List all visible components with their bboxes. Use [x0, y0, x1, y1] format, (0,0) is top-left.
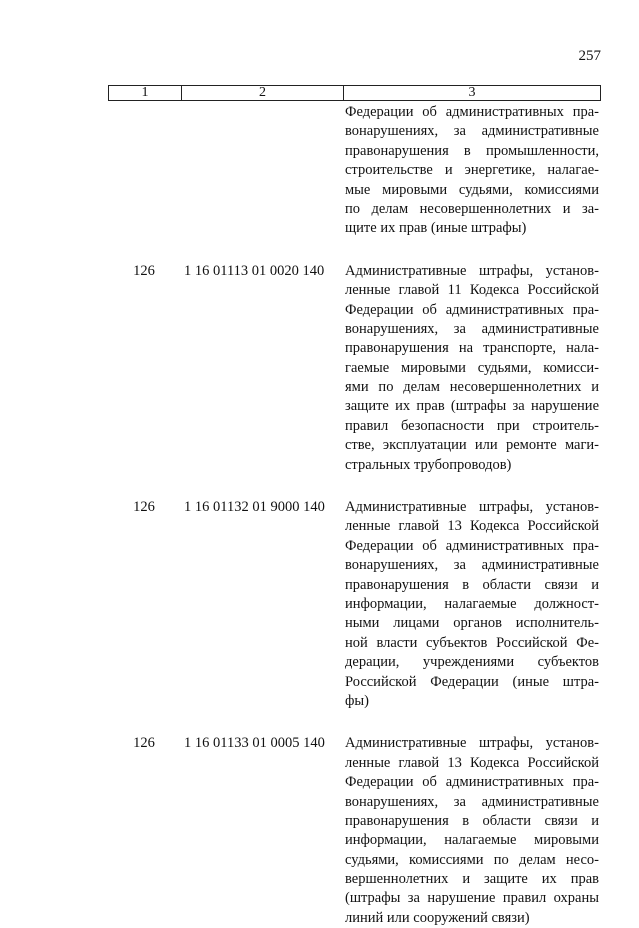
- description-line: Административные штрафы, установ-: [345, 262, 599, 279]
- description-line: стве, эксплуатации или ремонте маги-: [345, 437, 599, 454]
- description-cell: [345, 734, 599, 928]
- row-spacer: [108, 475, 599, 498]
- row-spacer: [108, 239, 599, 262]
- description-line: Федерации об административных пра-: [345, 537, 599, 554]
- description-line: (штрафы за нарушение правил охраны: [345, 890, 599, 907]
- description-line: строительстве и энергетике, налагае-: [345, 162, 599, 179]
- description-line: вонарушениях, за административные: [345, 793, 599, 810]
- description-line: правонарушения в области связи и: [345, 576, 599, 593]
- description-line: ленные главой 13 Кодекса Российской: [345, 754, 599, 771]
- description-line: гаемые мировыми судьями, комисси-: [345, 359, 599, 376]
- description-cell: [345, 498, 599, 711]
- chapter-code-cell: 126: [133, 499, 155, 516]
- description-line: вершеннолетних и защите их прав: [345, 871, 599, 888]
- description-line: защите их прав (штрафы за нарушение: [345, 398, 599, 415]
- description-line: вонарушениях, за административные: [345, 123, 599, 140]
- description-line: Административные штрафы, установ-: [345, 499, 599, 516]
- description-line: правонарушения в промышленности,: [345, 142, 599, 159]
- description-line: Федерации об административных пра-: [345, 774, 599, 791]
- description-line: Федерации об административных пра-: [345, 301, 599, 318]
- description-line: мые мировыми судьями, комиссиями: [345, 181, 599, 198]
- chapter-code-cell: 126: [133, 262, 155, 279]
- table-row: [108, 103, 599, 239]
- page-number: 257: [578, 48, 601, 64]
- table-row: [108, 498, 599, 711]
- description-line: щите их прав (иные штрафы): [345, 220, 527, 237]
- description-line: Федерации об административных пра-: [345, 104, 599, 120]
- description-line: ными лицами органов исполнитель-: [345, 615, 599, 632]
- description-line: правонарушения в области связи и: [345, 812, 599, 829]
- column-header-table: [108, 85, 601, 101]
- description-line: стральных трубопроводов): [345, 456, 512, 473]
- description-line: фы): [345, 692, 369, 709]
- budget-code-cell: 1 16 01133 01 0005 140: [184, 735, 325, 752]
- table-body: [108, 103, 599, 928]
- table-row: [108, 734, 599, 928]
- description-line: Административные штрафы, установ-: [345, 735, 599, 752]
- description-line: ной власти субъектов Российской Фе-: [345, 634, 599, 651]
- description-line: по делам несовершеннолетних и за-: [345, 200, 599, 217]
- budget-code-cell: 1 16 01132 01 9000 140: [184, 499, 325, 516]
- column-header-3: 3: [344, 86, 601, 101]
- description-cell: [345, 103, 599, 239]
- description-line: правонарушения на транспорте, нала-: [345, 340, 599, 357]
- description-line: линий или сооружений связи): [345, 909, 530, 926]
- table-row: [108, 262, 599, 475]
- description-line: вонарушениях, за административные: [345, 557, 599, 574]
- description-line: ями по делам несовершеннолетних и: [345, 379, 599, 396]
- description-line: Российской Федерации (иные штра-: [345, 673, 599, 690]
- budget-code-cell: 1 16 01113 01 0020 140: [184, 262, 325, 279]
- description-line: ленные главой 11 Кодекса Российской: [345, 282, 599, 299]
- description-line: информации, налагаемые мировыми: [345, 832, 599, 849]
- description-line: дерации, учреждениями субъектов: [345, 654, 599, 671]
- chapter-code-cell: 126: [133, 735, 155, 752]
- description-line: ленные главой 13 Кодекса Российской: [345, 518, 599, 535]
- description-cell: [345, 262, 599, 475]
- column-header-row: [109, 86, 601, 101]
- description-line: судьями, комиссиями по делам несо-: [345, 851, 599, 868]
- row-spacer: [108, 711, 599, 734]
- description-line: правил безопасности при строитель-: [345, 417, 599, 434]
- column-header-1: 1: [109, 86, 182, 101]
- column-header-2: 2: [182, 86, 344, 101]
- description-line: информации, налагаемые должност-: [345, 595, 599, 612]
- description-line: вонарушениях, за административные: [345, 320, 599, 337]
